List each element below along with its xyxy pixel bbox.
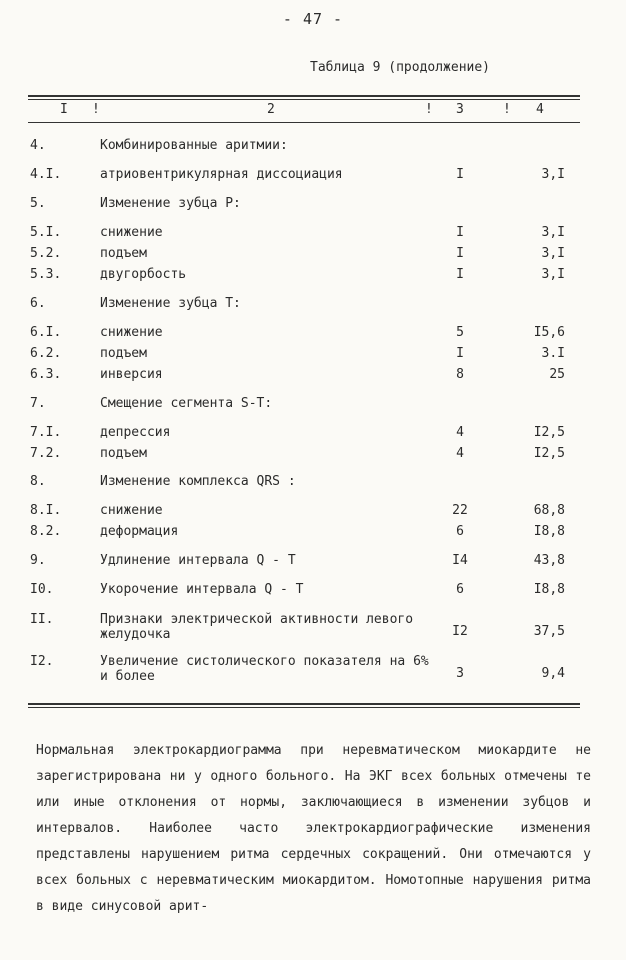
row-percent: 3,I	[541, 267, 565, 282]
row-percent: 3,I	[541, 246, 565, 261]
row-description: Комбинированные аритмии:	[100, 138, 288, 153]
row-number: I0.	[30, 582, 54, 597]
row-count: 6	[456, 524, 464, 539]
row-number: 5.	[30, 196, 46, 211]
row-count: 8	[456, 367, 464, 382]
row-count: I	[456, 246, 464, 261]
row-percent: I8,8	[533, 582, 565, 597]
header-col-2: 2	[267, 102, 275, 117]
header-col-4: 4	[536, 102, 544, 117]
row-percent: 3,I	[541, 167, 565, 182]
row-number: 4.I.	[30, 167, 62, 182]
row-number: 8.I.	[30, 503, 62, 518]
row-percent: 9,4	[541, 666, 565, 681]
row-description: депрессия	[100, 425, 171, 440]
row-description: Изменение комплекса QRS :	[100, 474, 296, 489]
row-number: 5.2.	[30, 246, 62, 261]
row-percent: I8,8	[533, 524, 565, 539]
table-top-rule	[28, 95, 580, 97]
table-bottom-rule	[28, 703, 580, 705]
row-count: 4	[456, 425, 464, 440]
row-count: I	[456, 346, 464, 361]
row-count: I	[456, 225, 464, 240]
row-count: 6	[456, 582, 464, 597]
row-number: 9.	[30, 553, 46, 568]
header-sep-3: !	[503, 102, 511, 117]
row-percent: 25	[549, 367, 565, 382]
header-sep-2: !	[425, 102, 433, 117]
row-description: Изменение зубца Р:	[100, 196, 241, 211]
row-percent: 43,8	[533, 553, 565, 568]
row-number: II.	[30, 612, 54, 627]
row-description: атриовентрикулярная диссоциация	[100, 167, 343, 182]
row-count: I2	[452, 624, 468, 639]
row-description: снижение	[100, 225, 163, 240]
row-number: 7.2.	[30, 446, 62, 461]
row-count: I	[456, 267, 464, 282]
row-description: Изменение зубца Т:	[100, 296, 241, 311]
row-description: Признаки электрической активности левого желудочка	[100, 612, 414, 642]
row-number: 7.	[30, 396, 46, 411]
row-count: 4	[456, 446, 464, 461]
row-percent: 68,8	[533, 503, 565, 518]
table-caption: Таблица 9 (продолжение)	[310, 60, 491, 75]
row-description: двугорбость	[100, 267, 187, 282]
row-description: деформация	[100, 524, 179, 539]
row-number: 6.I.	[30, 325, 62, 340]
row-description: инверсия	[100, 367, 163, 382]
row-description: снижение	[100, 503, 163, 518]
row-description: подъем	[100, 346, 147, 361]
header-sep-1: !	[92, 102, 100, 117]
row-description: Удлинение интервала Q - T	[100, 553, 296, 568]
row-number: 6.2.	[30, 346, 62, 361]
row-description: подъем	[100, 446, 147, 461]
row-percent: 3.I	[541, 346, 565, 361]
row-description: Укорочение интервала Q - T	[100, 582, 304, 597]
row-count: I4	[452, 553, 468, 568]
row-percent: I2,5	[533, 425, 565, 440]
row-percent: 3,I	[541, 225, 565, 240]
row-number: 6.	[30, 296, 46, 311]
row-percent: I5,6	[533, 325, 565, 340]
table-bottom-rule-inner	[28, 707, 580, 708]
row-number: 5.3.	[30, 267, 62, 282]
page-number: - 47 -	[282, 10, 344, 28]
row-percent: 37,5	[533, 624, 565, 639]
row-count: 5	[456, 325, 464, 340]
row-count: 22	[452, 503, 468, 518]
row-number: I2.	[30, 654, 54, 669]
row-count: I	[456, 167, 464, 182]
row-number: 5.I.	[30, 225, 62, 240]
row-percent: I2,5	[533, 446, 565, 461]
row-number: 7.I.	[30, 425, 62, 440]
row-description: снижение	[100, 325, 163, 340]
row-number: 8.	[30, 474, 46, 489]
row-number: 4.	[30, 138, 46, 153]
row-number: 6.3.	[30, 367, 62, 382]
row-description: Смещение сегмента S-T:	[100, 396, 273, 411]
row-description: Увеличение систолического показателя на 6% и более	[100, 654, 429, 684]
row-number: 8.2.	[30, 524, 62, 539]
header-col-1: I	[60, 102, 68, 117]
header-col-3: 3	[456, 102, 464, 117]
row-description: подъем	[100, 246, 147, 261]
body-paragraph: Нормальная электрокардиограмма при неревматическом миокардите не зарегистрирована ни у одного больного. На ЭКГ всех больных отмечены те или иные отклонения от нормы, заключающиеся в изменении зубцов и интервалов. Наиболее часто электрокардиографические изменения представлены нарушением ритма сердечных сокращений. Они отмечаются у всех больных с неревматическим миокардитом. Номотопные нарушения ритма в виде синусовой арит-	[36, 743, 591, 914]
table-top-rule-inner	[28, 99, 580, 100]
row-count: 3	[456, 666, 464, 681]
table-header-rule	[28, 122, 580, 123]
